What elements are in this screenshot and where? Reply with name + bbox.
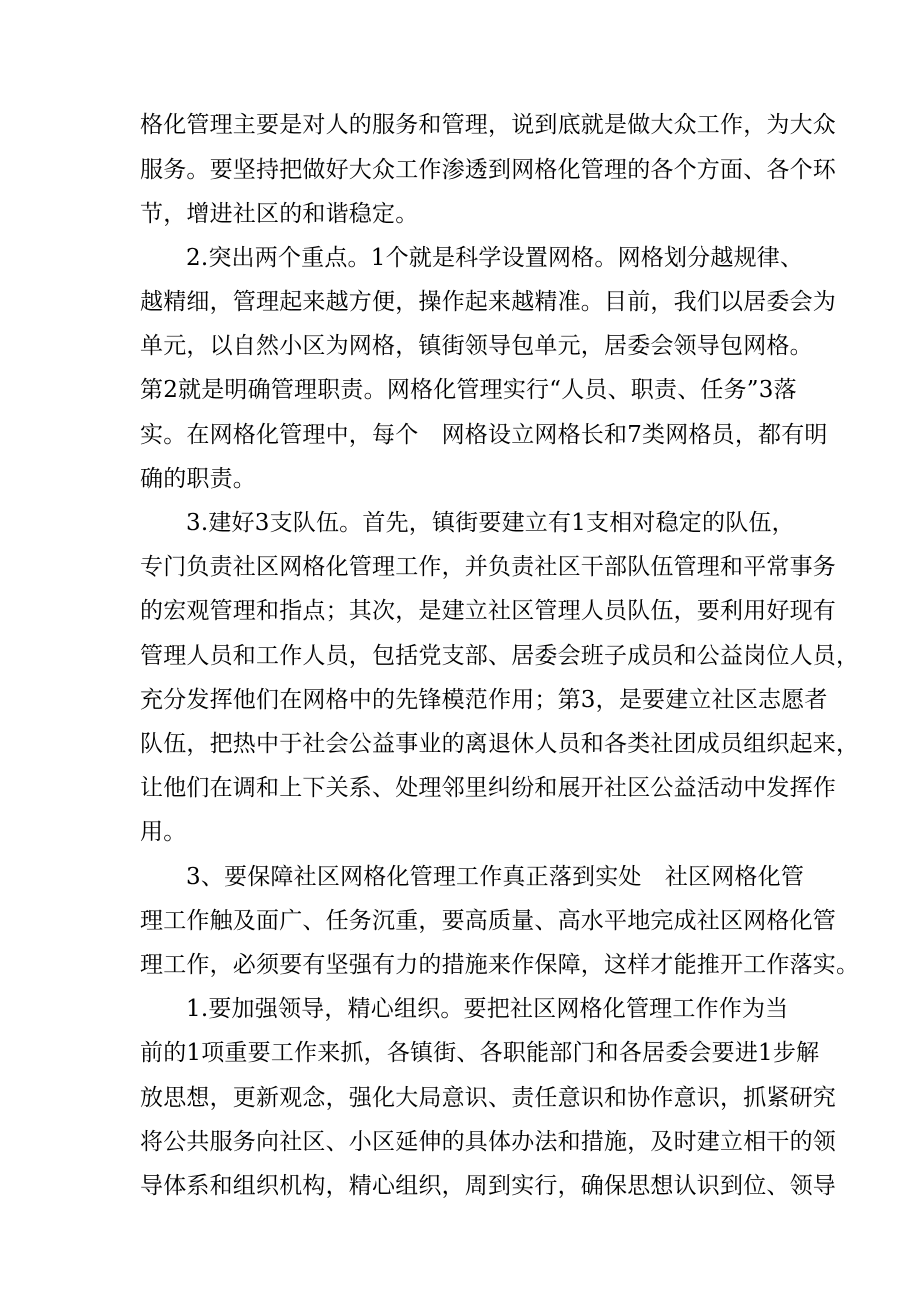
text-line: 管理人员和工作人员，包括党支部、居委会班子成员和公益岗位人员， [140,643,860,669]
text-line: 确的职责。 [140,466,256,492]
text-line: 第2就是明确管理职责。网格化管理实行“人员、职责、任务”3落 [140,377,797,403]
text-line: 实。在网格化管理中，每个 网格设立网格长和7类网格员，都有明 [140,422,828,448]
text-line: 用。 [140,819,187,845]
text-line: 让他们在调和上下关系、处理邻里纠纷和展开社区公益活动中发挥作 [140,775,836,801]
paragraph-start-line: 1.要加强领导，精心组织。要把社区网格化管理工作作为当 [186,996,789,1022]
text-line: 越精细，管理起来越方便，操作起来越精准。目前，我们以居委会为 [140,289,836,315]
text-line: 格化管理主要是对人的服务和管理，说到底就是做大众工作，为大众 [140,112,836,138]
paragraph-start-line: 2.突出两个重点。1个就是科学设置网格。网格划分越规律、 [186,245,804,271]
text-line: 节，增进社区的和谐稳定。 [140,201,419,227]
paragraph-start-line: 3、要保障社区网格化管理工作真正落到实处 社区网格化管 [186,864,805,890]
text-line: 理工作触及面广、任务沉重，要高质量、高水平地完成社区网格化管 [140,908,836,934]
text-line: 理工作，必须要有坚强有力的措施来作保障，这样才能推开工作落实。 [140,952,860,978]
text-line: 将公共服务向社区、小区延伸的具体办法和措施，及时建立相干的领 [140,1129,836,1155]
text-line: 专门负责社区网格化管理工作，并负责社区干部队伍管理和平常事务 [140,554,836,580]
text-line: 的宏观管理和指点；其次，是建立社区管理人员队伍，要利用好现有 [140,598,836,624]
text-line: 前的1项重要工作来抓，各镇街、各职能部门和各居委会要进1步解 [140,1040,820,1066]
text-line: 导体系和组织机构，精心组织，周到实行，确保思想认识到位、领导 [140,1173,836,1199]
text-line: 放思想，更新观念，强化大局意识、责任意识和协作意识，抓紧研究 [140,1085,836,1111]
text-line: 充分发挥他们在网格中的先锋模范作用；第3，是要建立社区志愿者 [140,687,828,713]
text-line: 单元，以自然小区为网格，镇街领导包单元，居委会领导包网格。 [140,333,813,359]
text-line: 队伍，把热中于社会公益事业的离退休人员和各类社团成员组织起来， [140,731,860,757]
text-line: 服务。要坚持把做好大众工作渗透到网格化管理的各个方面、各个环 [140,157,836,183]
paragraph-start-line: 3.建好3支队伍。首先，镇街要建立有1支相对稳定的队伍， [186,510,795,536]
